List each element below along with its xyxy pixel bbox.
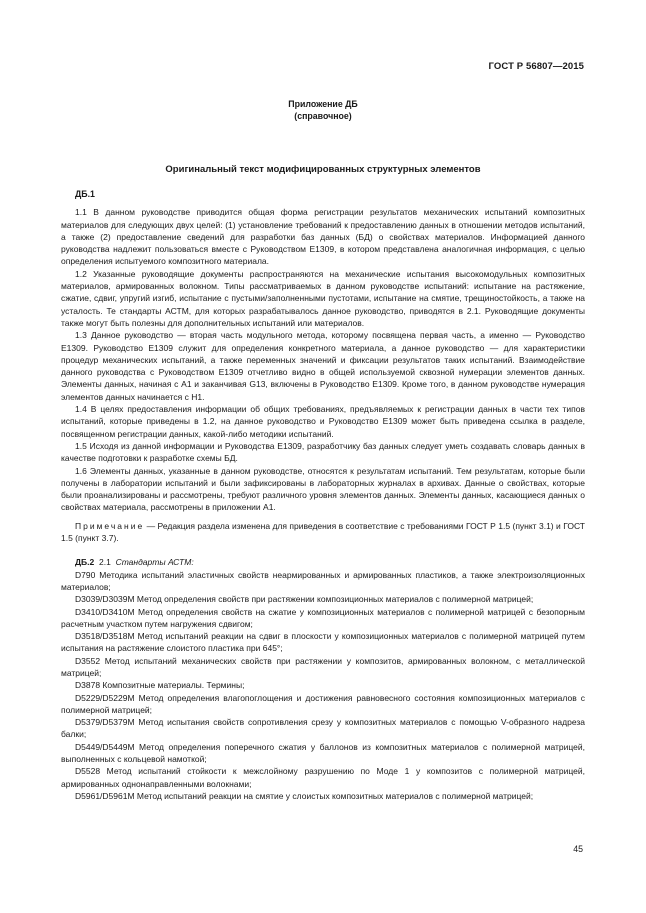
document-body — [61, 188, 585, 802]
section-2-heading-line — [61, 556, 585, 568]
paragraph-1-4: 1.4 В целях предоставления информации об общих требованиях, предъявляемых к регистрации данных в части тех типов испытаний, которые приведены в 1.2, на данное руководство и Руководство Е1309 может быть приведена ссылка в разделе, посвященном регистрации данных, какой-либо методики испытаний. — [61, 404, 585, 439]
standard-item: D3878 Композитные материалы. Термины; — [75, 680, 245, 691]
standard-item: D5449/D5449M Метод определения поперечного сжатия у баллонов из композитных материалов с полимерной матрицей, выполненных с кольцевой намоткой; — [61, 741, 585, 765]
note-paragraph — [61, 520, 585, 545]
standard-item: D790 Методика испытаний эластичных свойств неармированных и армированных пластиков, а также электроизоляционных материалов; — [61, 569, 585, 592]
annex-subtitle: (справочное) — [294, 111, 352, 121]
standard-item: D3410/D3410M Метод определения свойств на сжатие у композиционных материалов с полимерной матрицей с безопорным расчетным участком путем нагружения сдвигом; — [61, 606, 585, 629]
paragraph-1-5: 1.5 Исходя из данной информации и Руководства Е1309, разработчику баз данных следует уметь создавать словарь данных в качестве подготовки к разработке схемы БД. — [61, 440, 585, 464]
paragraph-1-6: 1.6 Элементы данных, указанные в данном руководстве, относятся к результатам испытаний. Тем результатам, которые были получены в лаборатории испытаний и были зафиксированы в лабораторных журналах в архивах. Данные о свойствах, которые были проанализированы и рассмотрены, требуют различного уровня элементов данных. Элементы данных, касающиеся данных о свойствах материала, рассмотрены в приложении А1. — [61, 465, 585, 513]
standard-item: D5229/D5229M Метод определения влагопоглощения и достижения равновесного состояния композиционных материалов с полимерной матрицей; — [61, 692, 585, 715]
note-label: Примечание — [75, 520, 145, 531]
standard-item: D5528 Метод испытаний стойкости к межслойному разрушению по Моде 1 у композитов с полимерной матрицей, армированных однонаправленными волокнами; — [61, 766, 585, 789]
section-1-heading: ДБ.1 — [75, 189, 95, 199]
standard-item: D3552 Метод испытаний механических свойств при растяжении у композитов, армированных волокном, с металлической матрицей; — [61, 655, 585, 678]
paragraph-1-3: 1.3 Данное руководство — вторая часть модульного метода, которому посвящена первая часть, а именно — Руководство Е1309. Руководство Е1309 служит для определения конкретного материала, а данное руководство — для характеристики процедур механических испытаний, а также переменных значений и фиксации результатов таких испытаний. Взаимодействие данного руководства с Руководством Е1309 отчетливо видно в общей используемой сквозной нумерации элементов данных. Элементы данных, начиная с А1 и заканчивая G13, включены в Руководство Е1309. Кроме того, в данном руководстве нумерация элементов данных начинается с Н1. — [61, 330, 585, 402]
standard-item: D3039/D3039M Метод определения свойств при растяжении композиционных материалов с полимерной матрицей; — [75, 594, 534, 605]
annex-heading — [0, 98, 646, 122]
note-text: — Редакция раздела изменена для приведения в соответствие с требованиями ГОСТ Р 1.5 (пункт 3.1) и ГОСТ 1.5 (пункт 3.7). — [61, 520, 585, 544]
section-2-heading: ДБ.2 — [75, 557, 95, 568]
standard-number: ГОСТ Р 56807—2015 — [488, 61, 584, 72]
section-2-subtitle: Стандарты АСТМ: — [115, 557, 194, 568]
annex-title: Приложение ДБ — [288, 99, 358, 109]
section-2-subheading: 2.1 — [99, 557, 111, 568]
standard-item: D5961/D5961M Метод испытаний реакции на смятие у слоистых композитных материалов с полимерной матрицей; — [75, 790, 534, 801]
document-title: Оригинальный текст модифицированных структурных элементов — [165, 164, 481, 175]
standard-item: D3518/D3518M Метод испытаний реакции на сдвиг в плоскости у композиционных материалов с полимерной матрицей путем испытания на растяжение слоистого пластика при 645°; — [61, 631, 585, 654]
paragraph-1-1: 1.1 В данном руководстве приводится общая форма регистрации результатов механических испытаний композитных материалов для следующих двух целей: (1) установление требований к предоставлению данных в отношении методов испытаний, а также (2) предоставление сведений для разработки баз данных (БД) о свойствах материалов. Информацией данного руководства надлежит пользоваться вместе с Руководством Е1309, в котором представлена аналогичная информация, с целью определения испытуемого композитного материала. — [61, 207, 585, 267]
paragraph-1-2: 1.2 Указанные руководящие документы распространяются на механические испытания высокомодульных композитных материалов, армированных волокном. Типы рассматриваемых в данном руководстве испытаний: испытание на растяжение, сжатие, сдвиг, упругий изгиб, испытание с пустыми/заполненными пустотами, испытание на смятие, трещиностойкость, а также на усталость. Те стандарты АСТМ, для которых разрабатывалось данное руководство, приводятся в 2.1. Руководящие документы также могут быть полезны для дополнительных испытаний или материалов. — [61, 268, 585, 328]
standard-item: D5379/D5379M Метод испытания свойств сопротивления срезу у композитных материалов с помощью V-образного надреза балки; — [61, 717, 585, 740]
page-number: 45 — [573, 844, 583, 854]
